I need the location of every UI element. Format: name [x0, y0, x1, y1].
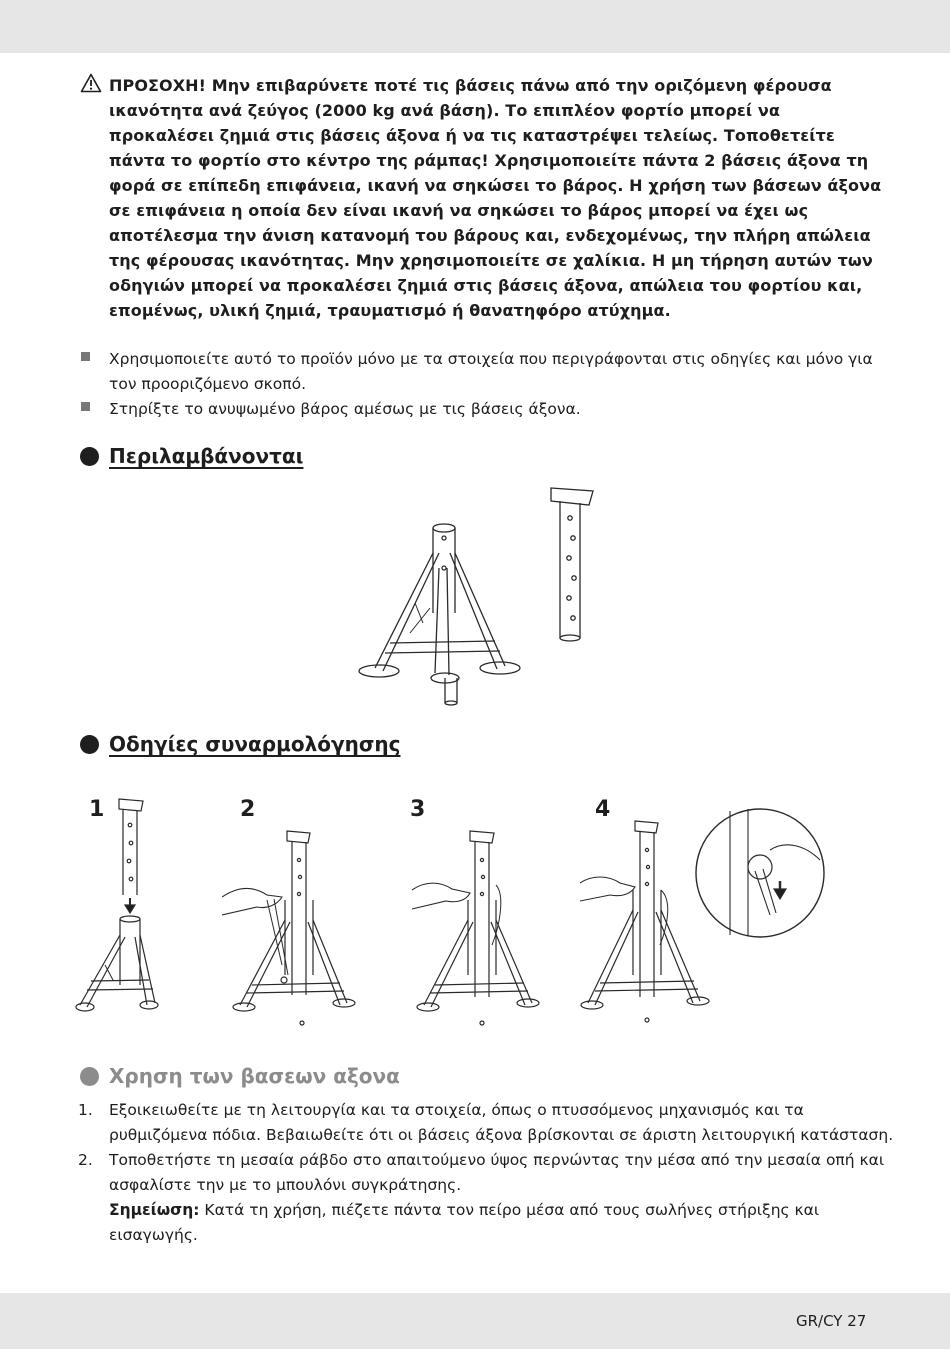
- step-4-illustration: [580, 805, 830, 1030]
- note-label: Σημείωση:: [109, 1201, 200, 1219]
- warning-triangle-icon: [80, 73, 102, 93]
- section-title-assembly: Οδηγίες συναρμολόγησης: [109, 732, 401, 756]
- warning-text: ΠΡΟΣΟΧΗ! Μην επιβαρύνετε ποτέ τις βάσεις πάνω από την οριζόμενη φέρουσα ικανότητα ανά ζεύγος (2000 kg ανά βάση). Το επιπλέον φορτίο μπορεί να προκαλέσει ζημιά στις βάσεις άξονα ή να τις καταστρέψει τελείως. Τοποθετείτε πάντα το φορτίο στο κέντρο της ράμπας! Χρησιμοποιείτε πάντα 2 βάσεις άξονα τη φορά σε επίπεδη επιφάνεια, ικανή να σηκώσει το βάρος. Η χρήση των βάσεων άξονα σε επιφάνεια η οποία δεν είναι ικανή να σηκώσει το βάρος μπορεί να έχει ως αποτέλεσμα την άνιση κατανομή του βάρους και, ενδεχομένως, την πλήρη απώλεια της φέρουσας ικανότητας. Μην χρησιμοποιείτε σε χαλίκια. Η μη τήρηση αυτών των οδηγιών μπορεί να προκαλέσει ζημιά στις βάσεις άξονα, απώλεια του φορτίου και, επομένως, υλική ζημιά, τραυματισμό ή θανατηφόρο ατύχημα.: [109, 76, 882, 320]
- bullet-square: [81, 402, 90, 411]
- section-bullet: [80, 735, 99, 754]
- step-number-4: 4: [595, 797, 611, 822]
- section-bullet-gray: [80, 1067, 99, 1086]
- section-bullet: [80, 447, 99, 466]
- page-footer: GR/CY 27: [796, 1312, 867, 1330]
- included-parts-illustration: [355, 483, 605, 708]
- step-number-1: 1: [89, 797, 105, 822]
- section-title-usage: Χρηση των βασεων αξονα: [109, 1064, 400, 1088]
- step-number-3: 3: [410, 797, 426, 822]
- bullet-square: [81, 352, 90, 361]
- header-band: [0, 0, 950, 53]
- list-item-2-text: Τοποθετήστε τη μεσαία ράβδο στο απαιτούμενο ύψος περνώντας την μέσα από την μεσαία οπή και ασφαλίστε την με το μπουλόνι συγκράτησης.: [109, 1151, 885, 1194]
- note-support-weight: Στηρίξτε το ανυψωμένο βάρος αμέσως με τις βάσεις άξονα.: [109, 400, 581, 418]
- note-paragraph: [109, 1198, 899, 1248]
- section-title-included: Περιλαμβάνονται: [109, 444, 304, 468]
- list-number-1: 1.: [78, 1101, 93, 1119]
- step-3-illustration: [410, 825, 545, 1030]
- list-item-1-text: Εξοικειωθείτε με τη λειτουργία και τα στοιχεία, όπως ο πτυσσόμενος μηχανισμός και τα ρυθμιζόμενα πόδια. Βεβαιωθείτε ότι οι βάσεις άξονα βρίσκονται σε άριστη λειτουργική κατάσταση.: [109, 1101, 894, 1144]
- step-2-illustration: [222, 825, 362, 1030]
- note-usage-purpose: Χρησιμοποιείτε αυτό το προϊόν μόνο με τα στοιχεία που περιγράφονται στις οδηγίες και μόνο για τον προοριζόμενο σκοπό.: [109, 350, 873, 393]
- step-1-illustration: [75, 795, 160, 1020]
- step-number-2: 2: [240, 797, 256, 822]
- list-number-2: 2.: [78, 1151, 93, 1169]
- note-text: Κατά τη χρήση, πιέζετε πάντα τον πείρο μέσα από τους σωλήνες στήριξης και εισαγωγής.: [109, 1201, 820, 1244]
